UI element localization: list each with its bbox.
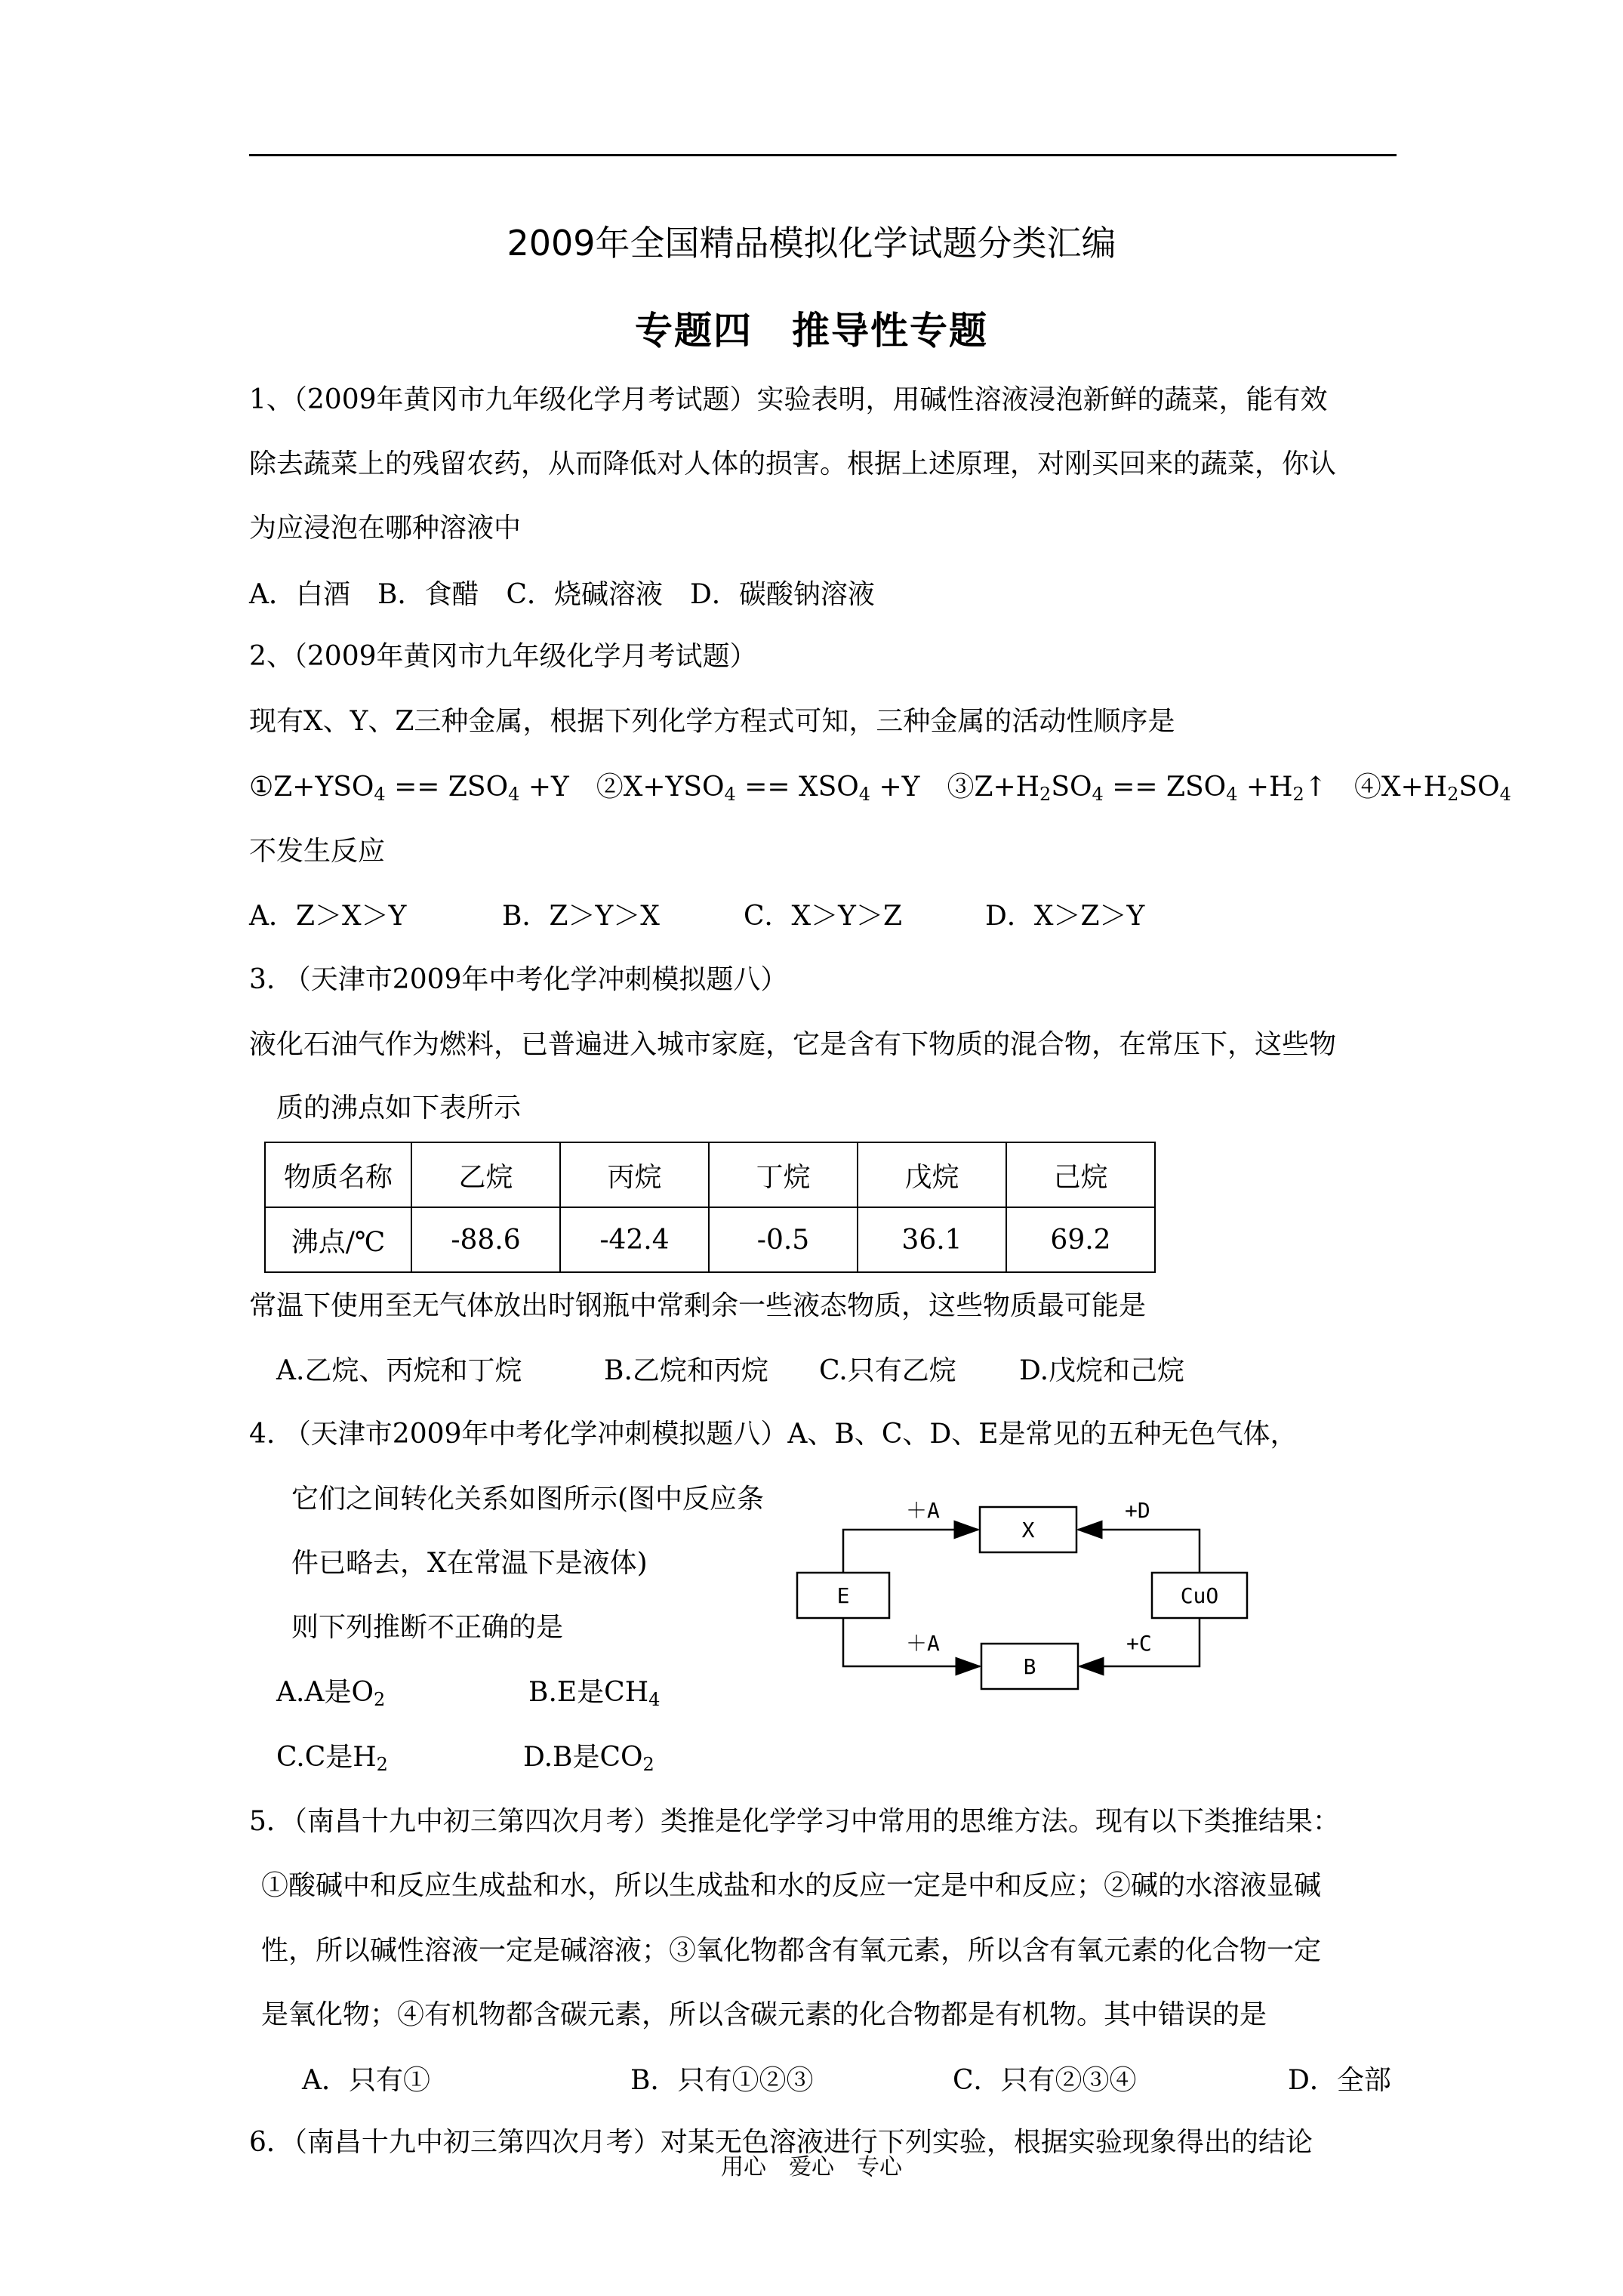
q3-line-4: 常温下使用至无气体放出时钢瓶中常剩余一些液态物质，这些物质最可能是 (249, 1290, 1147, 1321)
q5-line-2: ①酸碱中和反应生成盐和水，所以生成盐和水的反应一定是中和反应；②碱的水溶液显碱 (261, 1870, 1322, 1901)
q4-line-3: 件已略去，X在常温下是液体) (291, 1548, 648, 1579)
q3-line-1: 3. （天津市2009年中考化学冲刺模拟题八） (249, 964, 788, 995)
table-cell: 物质名称 (265, 1142, 411, 1207)
q5-option-a: A．只有① (302, 2065, 430, 2096)
conversion-diagram (793, 1480, 1276, 1691)
table-row (265, 1207, 1155, 1272)
q5-line-1: 5．（南昌十九中初三第四次月考）类推是化学学习中常用的思维方法。现有以下类推结果： (249, 1806, 1340, 1837)
table-cell: 丙烷 (560, 1142, 709, 1207)
document-title: 2009年全国精品模拟化学试题分类汇编 (507, 223, 1116, 264)
q4-option-c: C.C是$H_2$ (276, 1742, 388, 1775)
q2-equations: $①Z+YSO_4 == ZSO_4 +Y$ $②X+YSO_4 == XSO_4 +Y$ $③Z+H_2SO_4 == ZSO_4$ $+H_2↑$ $④X+H_2SO_4$ (249, 772, 1511, 805)
table-cell: 乙烷 (411, 1142, 560, 1207)
q2-option-a: A．Z＞X＞Y (249, 901, 407, 932)
q1-options: A．白酒 B．食醋 C．烧碱溶液 D．碳酸钠溶液 (249, 579, 875, 610)
table-cell: 36.1 (858, 1207, 1006, 1272)
header-rule (249, 154, 1397, 156)
label-plus-d: +D (1125, 1498, 1150, 1523)
page-footer: 用心 爱心 专心 (721, 2154, 902, 2180)
q5-line-4: 是氧化物；④有机物都含碳元素，所以含碳元素的化合物都是有机物。其中错误的是 (261, 1999, 1267, 2030)
table-cell: 沸点/℃ (265, 1207, 411, 1272)
q5-option-b: B．只有①②③ (630, 2065, 814, 2096)
box-cuo-label: CuO (1180, 1583, 1219, 1608)
label-plus-a-bottom: ＋A (906, 1631, 940, 1656)
label-plus-c: +C (1126, 1631, 1152, 1656)
q2-option-d: D．X＞Z＞Y (985, 901, 1145, 932)
label-plus-a-top: ＋A (906, 1498, 940, 1523)
q1-line-2: 除去蔬菜上的残留农药，从而降低对人体的损害。根据上述原理，对刚买回来的蔬菜，你认 (249, 448, 1337, 479)
q4-line-1: 4. （天津市2009年中考化学冲刺模拟题八）A、B、C、D、E是常见的五种无色气体， (249, 1419, 1298, 1450)
document-subtitle: 专题四 推导性专题 (635, 309, 988, 353)
table-cell: 69.2 (1006, 1207, 1155, 1272)
q3-option-b: B.乙烷和丙烷 (604, 1355, 768, 1386)
q5-line-3: 性，所以碱性溶液一定是碱溶液；③氧化物都含有氧元素，所以含有氧元素的化合物一定 (261, 1935, 1322, 1966)
q3-line-2: 液化石油气作为燃料，已普遍进入城市家庭，它是含有下物质的混合物，在常压下，这些物 (249, 1029, 1337, 1060)
table-cell: -0.5 (709, 1207, 858, 1272)
q3-line-3: 质的沸点如下表所示 (276, 1093, 522, 1123)
q2-line-2: 现有X、Y、Z三种金属，根据下列化学方程式可知，三种金属的活动性顺序是 (249, 706, 1175, 737)
q4-option-a: A.A是$O_2$ (276, 1677, 386, 1710)
q4-option-d: D.B是$CO_2$ (523, 1742, 654, 1775)
box-e-label: E (836, 1583, 850, 1608)
table-cell: 戊烷 (858, 1142, 1006, 1207)
q5-option-c: C．只有②③④ (953, 2065, 1137, 2096)
q5-option-d: D．全部 (1288, 2065, 1391, 2096)
boiling-point-table (264, 1142, 1156, 1273)
q2-option-c: C．X＞Y＞Z (744, 901, 902, 932)
box-b-label: B (1023, 1654, 1036, 1679)
q2-option-b: B．Z＞Y＞X (502, 901, 660, 932)
arrow-cuo-to-x (1078, 1530, 1200, 1573)
q2-line-4: 不发生反应 (249, 836, 386, 867)
table-cell: -42.4 (560, 1207, 709, 1272)
table-cell: -88.6 (411, 1207, 560, 1272)
q2-line-1: 2、（2009年黄冈市九年级化学月考试题） (249, 641, 757, 672)
box-x-label: X (1021, 1518, 1035, 1542)
q3-option-a: A.乙烷、丙烷和丁烷 (276, 1355, 522, 1386)
q4-line-4: 则下列推断不正确的是 (291, 1612, 564, 1643)
q4-line-2: 它们之间转化关系如图所示(图中反应条 (291, 1484, 765, 1515)
q3-option-d: D.戊烷和己烷 (1019, 1355, 1185, 1386)
table-row (265, 1142, 1155, 1207)
q1-line-3: 为应浸泡在哪种溶液中 (249, 513, 522, 544)
table-cell: 丁烷 (709, 1142, 858, 1207)
q6-line-1: 6．（南昌十九中初三第四次月考）对某无色溶液进行下列实验，根据实验现象得出的结论 (249, 2127, 1313, 2158)
q1-line-1: 1、（2009年黄冈市九年级化学月考试题）实验表明，用碱性溶液浸泡新鲜的蔬菜，能有效 (249, 384, 1328, 415)
arrow-e-to-x (843, 1530, 978, 1573)
table-cell: 己烷 (1006, 1142, 1155, 1207)
q4-option-b: B.E是$CH_4$ (528, 1677, 661, 1710)
q3-option-c: C.只有乙烷 (819, 1355, 956, 1386)
